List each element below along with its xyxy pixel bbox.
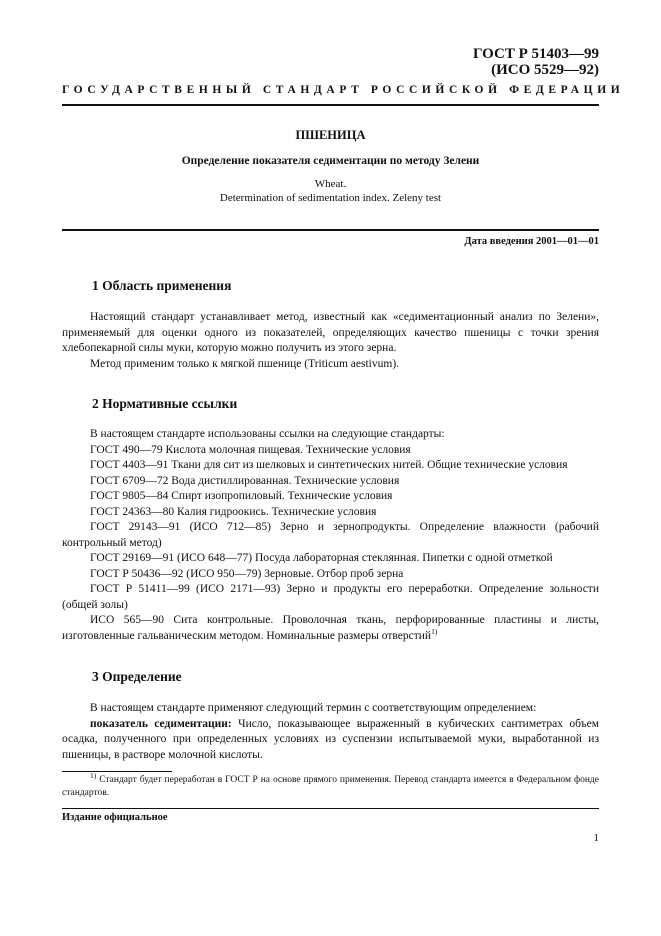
- edition-label: Издание официальное: [62, 812, 168, 823]
- gost-number-block: [473, 46, 599, 78]
- reference-item: [62, 613, 599, 644]
- reference-item: ГОСТ 4403—91 Ткани для сит из шелковых и синтетических нитей. Общие технические условия: [90, 459, 568, 471]
- reference-item: ГОСТ 29143—91 (ИСО 712—85) Зерно и зернопродукты. Определение влажности (рабочий контрольный метод): [62, 521, 599, 549]
- reference-item: ГОСТ Р 50436—92 (ИСО 950—79) Зерновые. Отбор проб зерна: [90, 567, 404, 580]
- page-number: 1: [593, 832, 599, 844]
- section-heading-references: 2 Нормативные ссылки: [92, 396, 238, 411]
- section-heading-scope: 1 Область применения: [92, 278, 232, 293]
- footnote-marker: 1): [90, 770, 97, 780]
- footnote-paragraph: [62, 770, 599, 800]
- footnote-marker: 1): [431, 626, 438, 636]
- footnote: [62, 770, 599, 800]
- section-heading-definition: 3 Определение: [92, 669, 182, 684]
- reference-item: ГОСТ 490—79 Кислота молочная пищевая. Технические условия: [90, 443, 411, 456]
- defined-term: показатель седиментации:: [90, 717, 232, 730]
- iso-number: (ИСО 5529—92): [491, 62, 599, 78]
- reference-item: ГОСТ Р 51411—99 (ИСО 2171—93) Зерно и продукты его переработки. Определение зольности (общей золы): [62, 583, 599, 611]
- header-rule: [62, 104, 599, 106]
- english-title-line: Determination of sedimentation index. Zeleny test: [219, 191, 442, 204]
- section-scope-body: [62, 310, 599, 372]
- paragraph: Настоящий стандарт устанавливает метод, известный как «седиментационный анализ по Зелени», применяемый для оценки одного из показателей, определяющих качество пшеницы с точки зрения хлебопекарной силы муки, которую можно получить из этого зерна.: [62, 311, 599, 354]
- definition-text: Число, показывающее выраженный в кубических сантиметрах объем осадка, полученного при определенных условиях из суспензии испытываемой муки, выработанной из пшеницы, в растворе молочной кислоты.: [62, 717, 599, 761]
- footnote-text: Стандарт будет переработан в ГОСТ Р на основе прямого применения. Перевод стандарта имеется в Федеральном фонде стандартов.: [62, 775, 599, 798]
- title-rule: [62, 229, 599, 231]
- reference-item: ГОСТ 9805—84 Спирт изопропиловый. Технические условия: [90, 490, 393, 502]
- state-standard-title: ГОСУДАРСТВЕННЫЙ СТАНДАРТ РОССИЙСКОЙ ФЕДЕРАЦИИ: [62, 84, 625, 96]
- document-subtitle: Определение показателя седиментации по методу Зелени: [181, 155, 480, 167]
- reference-item: ГОСТ 24363—80 Калия гидроокись. Технические условия: [90, 505, 377, 518]
- paragraph: В настоящем стандарте применяют следующий термин с соответствующим определением:: [90, 702, 537, 714]
- reference-item: ГОСТ 29169—91 (ИСО 648—77) Посуда лабораторная стеклянная. Пипетки с одной отметкой: [90, 552, 553, 564]
- reference-text: ИСО 565—90 Сита контрольные. Проволочная ткань, перфорированные пластины и листы, изготовленные гальваническим методом. Номинальные размеры отверстий: [62, 614, 599, 642]
- footer-rule: [62, 808, 599, 809]
- definition-paragraph: [62, 717, 599, 764]
- paragraph: Метод применим только к мягкой пшенице (Triticum aestivum).: [90, 357, 400, 370]
- paragraph: В настоящем стандарте использованы ссылки на следующие стандарты:: [90, 428, 445, 440]
- introduction-date: Дата введения 2001—01—01: [464, 236, 599, 247]
- section-definition-body: [62, 701, 599, 763]
- section-references-body: [62, 427, 599, 644]
- document-title: ПШЕНИЦА: [295, 128, 366, 142]
- footnote-rule: [62, 771, 172, 772]
- gost-number: ГОСТ Р 51403—99: [472, 46, 599, 62]
- reference-item: ГОСТ 6709—72 Вода дистиллированная. Технические условия: [90, 474, 400, 487]
- english-title-line: Wheat.: [314, 178, 347, 190]
- english-title: [62, 178, 599, 205]
